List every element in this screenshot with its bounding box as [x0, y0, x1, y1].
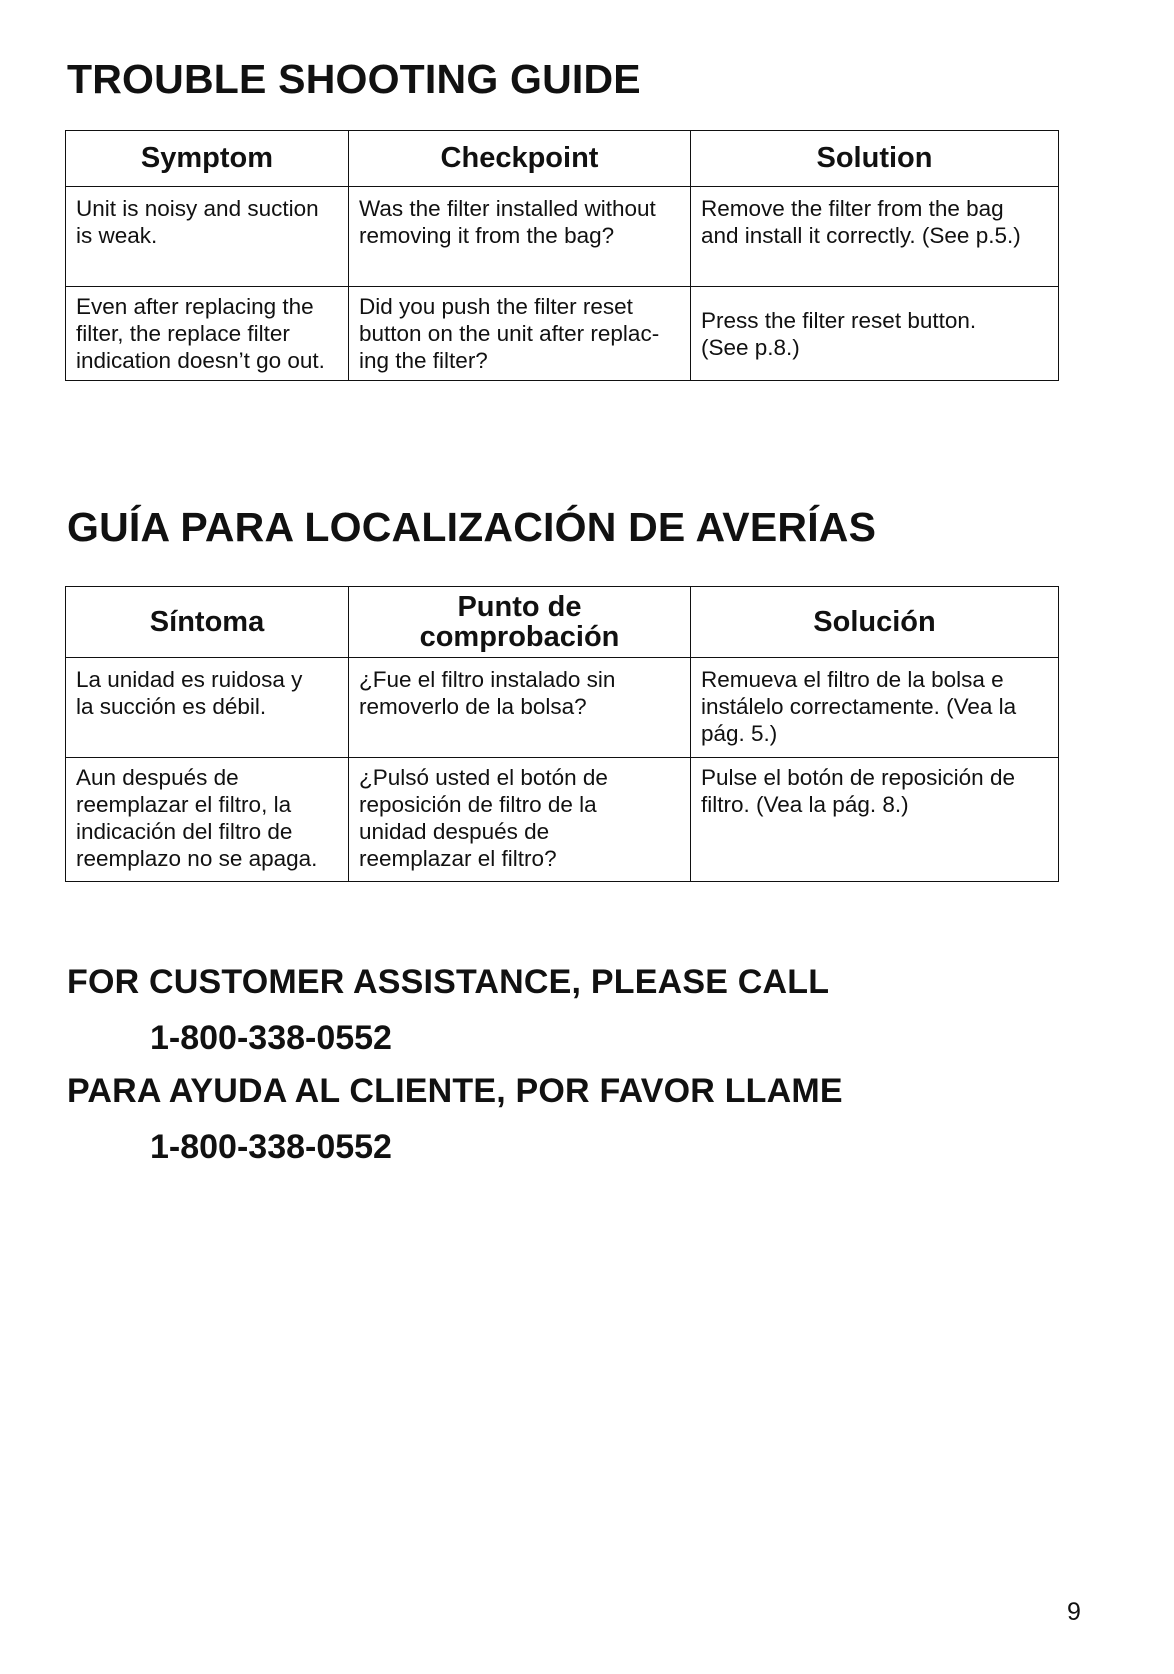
- header-checkpoint: Checkpoint: [349, 131, 691, 187]
- sintoma-cell: La unidad es ruidosa y la succión es débil.: [66, 658, 349, 758]
- symptom-cell: Even after replacing the filter, the replace filter indication doesn’t go out.: [66, 287, 349, 381]
- sintoma-cell: Aun después de reemplazar el filtro, la indicación del filtro de reemplazo no se apaga.: [66, 758, 349, 882]
- checkpoint-cell: Was the filter installed without removing it from the bag?: [349, 187, 691, 287]
- guia-averias-table: [65, 586, 1059, 882]
- solucion-cell: Pulse el botón de reposición de filtro. (Vea la pág. 8.): [691, 758, 1059, 882]
- table-header-row: [66, 587, 1059, 658]
- ayuda-cliente-phone: 1-800-338-0552: [150, 1128, 392, 1166]
- troubleshooting-guide-title: TROUBLE SHOOTING GUIDE: [67, 56, 641, 102]
- page-number: 9: [1067, 1598, 1081, 1626]
- symptom-cell: Unit is noisy and suction is weak.: [66, 187, 349, 287]
- comprobacion-cell: ¿Fue el filtro instalado sin removerlo de la bolsa?: [349, 658, 691, 758]
- table-row: [66, 287, 1059, 381]
- header-solucion: Solución: [691, 587, 1059, 658]
- troubleshooting-table: [65, 130, 1059, 381]
- table-header-row: [66, 131, 1059, 187]
- solution-cell: Press the filter reset button. (See p.8.): [691, 287, 1059, 381]
- table-row: [66, 658, 1059, 758]
- header-symptom: Symptom: [66, 131, 349, 187]
- header-sintoma: Síntoma: [66, 587, 349, 658]
- table-row: [66, 758, 1059, 882]
- table-row: [66, 187, 1059, 287]
- customer-assistance-phone: 1-800-338-0552: [150, 1019, 392, 1057]
- customer-assistance-text: FOR CUSTOMER ASSISTANCE, PLEASE CALL: [67, 963, 830, 1001]
- comprobacion-cell: ¿Pulsó usted el botón de reposición de filtro de la unidad después de reemplazar el filtro?: [349, 758, 691, 882]
- solution-cell: Remove the filter from the bag and install it correctly. (See p.5.): [691, 187, 1059, 287]
- solucion-cell: Remueva el filtro de la bolsa e instálelo correctamente. (Vea la pág. 5.): [691, 658, 1059, 758]
- guia-averias-title: GUÍA PARA LOCALIZACIÓN DE AVERÍAS: [67, 504, 877, 550]
- header-solution: Solution: [691, 131, 1059, 187]
- checkpoint-cell: Did you push the filter reset button on the unit after replac- ing the filter?: [349, 287, 691, 381]
- header-punto-de-comprobacion: Punto de comprobación: [349, 587, 691, 658]
- ayuda-cliente-text: PARA AYUDA AL CLIENTE, POR FAVOR LLAME: [67, 1072, 843, 1110]
